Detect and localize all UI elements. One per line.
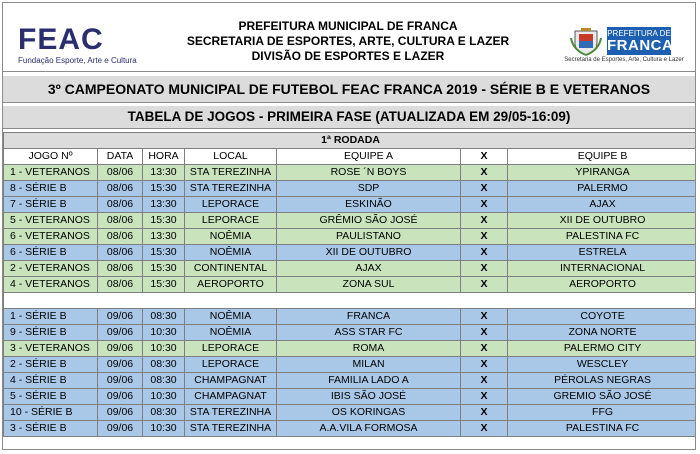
games-table: [3, 132, 696, 437]
game-date: 09/06: [98, 421, 143, 437]
team-b: AJAX: [508, 197, 697, 213]
game-number: 3 - VETERANOS: [4, 341, 98, 357]
feac-logo: [18, 23, 137, 69]
versus-mark: X: [461, 309, 508, 325]
team-a: PAULISTANO: [277, 229, 461, 245]
franca-badge: [607, 27, 674, 55]
game-number: 10 - SÉRIE B: [4, 405, 98, 421]
versus-mark: X: [461, 165, 508, 181]
game-venue: LEPORACE: [185, 341, 277, 357]
game-time: 08:30: [143, 373, 185, 389]
game-date: 08/06: [98, 165, 143, 181]
versus-mark: X: [461, 197, 508, 213]
versus-mark: X: [461, 229, 508, 245]
franca-badge-top: PREFEITURA DE: [607, 29, 671, 38]
versus-mark: X: [461, 405, 508, 421]
game-venue: CHAMPAGNAT: [185, 373, 277, 389]
game-venue: NOÊMIA: [185, 245, 277, 261]
round-label: 1ª RODADA: [4, 133, 697, 149]
team-b: ESTRELA: [508, 245, 697, 261]
game-date: 08/06: [98, 213, 143, 229]
title-line-3: DIVISÃO DE ESPORTES E LAZER: [251, 49, 445, 63]
game-venue: NOÊMIA: [185, 325, 277, 341]
game-number: 6 - SÉRIE B: [4, 245, 98, 261]
title-line-2: SECRETARIA DE ESPORTES, ARTE, CULTURA E LAZER: [186, 34, 510, 48]
column-header-equipe-a: EQUIPE A: [277, 149, 461, 165]
prefeitura-franca-logo: [563, 27, 685, 65]
team-a: ASS STAR FC: [277, 325, 461, 341]
team-b: FFG: [508, 405, 697, 421]
game-row: [4, 197, 697, 213]
game-time: 15:30: [143, 261, 185, 277]
game-number: 2 - SÉRIE B: [4, 357, 98, 373]
team-a: OS KORINGAS: [277, 405, 461, 421]
team-a: ROSE ´N BOYS: [277, 165, 461, 181]
game-date: 09/06: [98, 373, 143, 389]
game-venue: NOÊMIA: [185, 229, 277, 245]
team-a: A.A.VILA FORMOSA: [277, 421, 461, 437]
game-time: 08:30: [143, 357, 185, 373]
game-date: 09/06: [98, 389, 143, 405]
game-time: 08:30: [143, 309, 185, 325]
column-header-local: LOCAL: [185, 149, 277, 165]
game-date: 08/06: [98, 229, 143, 245]
game-row: [4, 325, 697, 341]
game-venue: LEPORACE: [185, 197, 277, 213]
game-row: [4, 181, 697, 197]
game-row: [4, 245, 697, 261]
game-number: 1 - SÉRIE B: [4, 309, 98, 325]
game-time: 15:30: [143, 213, 185, 229]
game-time: 13:30: [143, 197, 185, 213]
column-header-data: DATA: [98, 149, 143, 165]
team-a: XII DE OUTUBRO: [277, 245, 461, 261]
column-header-equipe-b: EQUIPE B: [508, 149, 697, 165]
versus-mark: X: [461, 421, 508, 437]
versus-mark: X: [461, 341, 508, 357]
game-date: 08/06: [98, 261, 143, 277]
game-venue: STA TEREZINHA: [185, 181, 277, 197]
game-number: 3 - SÉRIE B: [4, 421, 98, 437]
game-date: 09/06: [98, 405, 143, 421]
document-header: [3, 3, 695, 72]
game-time: 15:30: [143, 181, 185, 197]
team-b: PALERMO CITY: [508, 341, 697, 357]
schedule-subtitle: TABELA DE JOGOS - PRIMEIRA FASE (ATUALIZADA EM 29/05-16:09): [3, 103, 695, 129]
game-date: 09/06: [98, 341, 143, 357]
team-a: ROMA: [277, 341, 461, 357]
column-header-hora: HORA: [143, 149, 185, 165]
game-venue: STA TEREZINHA: [185, 165, 277, 181]
championship-title: 3º CAMPEONATO MUNICIPAL DE FUTEBOL FEAC FRANCA 2019 - SÉRIE B E VETERANOS: [3, 72, 695, 103]
versus-mark: X: [461, 277, 508, 293]
team-b: GREMIO SÃO JOSÉ: [508, 389, 697, 405]
team-a: AJAX: [277, 261, 461, 277]
column-header-row: [4, 149, 697, 165]
team-b: PALERMO: [508, 181, 697, 197]
game-venue: LEPORACE: [185, 357, 277, 373]
game-row: [4, 341, 697, 357]
game-venue: STA TEREZINHA: [185, 421, 277, 437]
game-date: 08/06: [98, 277, 143, 293]
team-a: FRANCA: [277, 309, 461, 325]
team-b: AEROPORTO: [508, 277, 697, 293]
game-number: 8 - SÉRIE B: [4, 181, 98, 197]
game-number: 2 - VETERANOS: [4, 261, 98, 277]
team-b: INTERNACIONAL: [508, 261, 697, 277]
game-row: [4, 421, 697, 437]
game-time: 10:30: [143, 341, 185, 357]
team-b: XII DE OUTUBRO: [508, 213, 697, 229]
feac-logo-subtitle: Fundação Esporte, Arte e Cultura: [18, 56, 137, 65]
column-header-jogo: JOGO Nº: [4, 149, 98, 165]
block-separator-cell: [4, 293, 697, 309]
team-b: WESCLEY: [508, 357, 697, 373]
game-time: 13:30: [143, 165, 185, 181]
team-b: PALESTINA FC: [508, 421, 697, 437]
versus-mark: X: [461, 357, 508, 373]
team-b: PÉROLAS NEGRAS: [508, 373, 697, 389]
title-line-1: PREFEITURA MUNICIPAL DE FRANCA: [238, 19, 458, 33]
versus-mark: X: [461, 181, 508, 197]
versus-mark: X: [461, 213, 508, 229]
game-date: 08/06: [98, 245, 143, 261]
game-time: 10:30: [143, 389, 185, 405]
team-b: YPIRANGA: [508, 165, 697, 181]
games-table-body: [4, 133, 697, 437]
game-row: [4, 229, 697, 245]
game-time: 10:30: [143, 421, 185, 437]
game-row: [4, 165, 697, 181]
feac-logo-text: FEAC: [18, 23, 104, 56]
game-number: 4 - SÉRIE B: [4, 373, 98, 389]
team-a: SDP: [277, 181, 461, 197]
versus-mark: X: [461, 245, 508, 261]
game-date: 09/06: [98, 309, 143, 325]
team-a: GRÊMIO SÃO JOSÉ: [277, 213, 461, 229]
game-number: 5 - VETERANOS: [4, 213, 98, 229]
team-b: PALESTINA FC: [508, 229, 697, 245]
game-date: 09/06: [98, 357, 143, 373]
versus-mark: X: [461, 261, 508, 277]
coat-of-arms-icon: [569, 28, 603, 56]
schedule-sheet: [2, 2, 696, 450]
game-date: 09/06: [98, 325, 143, 341]
game-number: 7 - SÉRIE B: [4, 197, 98, 213]
franca-logo-caption: Secretaria de Esportes, Arte, Cultura e Lazer: [564, 57, 684, 63]
game-number: 4 - VETERANOS: [4, 277, 98, 293]
game-row: [4, 213, 697, 229]
game-venue: CONTINENTAL: [185, 261, 277, 277]
game-number: 9 - SÉRIE B: [4, 325, 98, 341]
game-number: 5 - SÉRIE B: [4, 389, 98, 405]
team-a: FAMILIA LADO A: [277, 373, 461, 389]
institution-title: [183, 19, 513, 64]
team-a: IBIS SÃO JOSÉ: [277, 389, 461, 405]
game-time: 10:30: [143, 325, 185, 341]
game-venue: STA TEREZINHA: [185, 405, 277, 421]
game-venue: LEPORACE: [185, 213, 277, 229]
team-a: ESKINÃO: [277, 197, 461, 213]
versus-mark: X: [461, 373, 508, 389]
game-row: [4, 373, 697, 389]
game-time: 08:30: [143, 405, 185, 421]
game-number: 6 - VETERANOS: [4, 229, 98, 245]
versus-mark: X: [461, 389, 508, 405]
game-date: 08/06: [98, 181, 143, 197]
round-header: [4, 133, 697, 149]
team-a: MILAN: [277, 357, 461, 373]
game-row: [4, 277, 697, 293]
game-number: 1 - VETERANOS: [4, 165, 98, 181]
game-row: [4, 405, 697, 421]
game-time: 15:30: [143, 277, 185, 293]
game-time: 15:30: [143, 245, 185, 261]
versus-mark: X: [461, 325, 508, 341]
team-b: ZONA NORTE: [508, 325, 697, 341]
team-b: COYOTE: [508, 309, 697, 325]
column-header-x: X: [461, 149, 508, 165]
game-row: [4, 309, 697, 325]
game-row: [4, 389, 697, 405]
game-row: [4, 357, 697, 373]
game-date: 08/06: [98, 197, 143, 213]
block-separator: [4, 293, 697, 309]
game-venue: AEROPORTO: [185, 277, 277, 293]
game-venue: CHAMPAGNAT: [185, 389, 277, 405]
game-row: [4, 261, 697, 277]
game-time: 13:30: [143, 229, 185, 245]
franca-badge-main: FRANCA: [607, 37, 674, 54]
team-a: ZONA SUL: [277, 277, 461, 293]
game-venue: NOÊMIA: [185, 309, 277, 325]
